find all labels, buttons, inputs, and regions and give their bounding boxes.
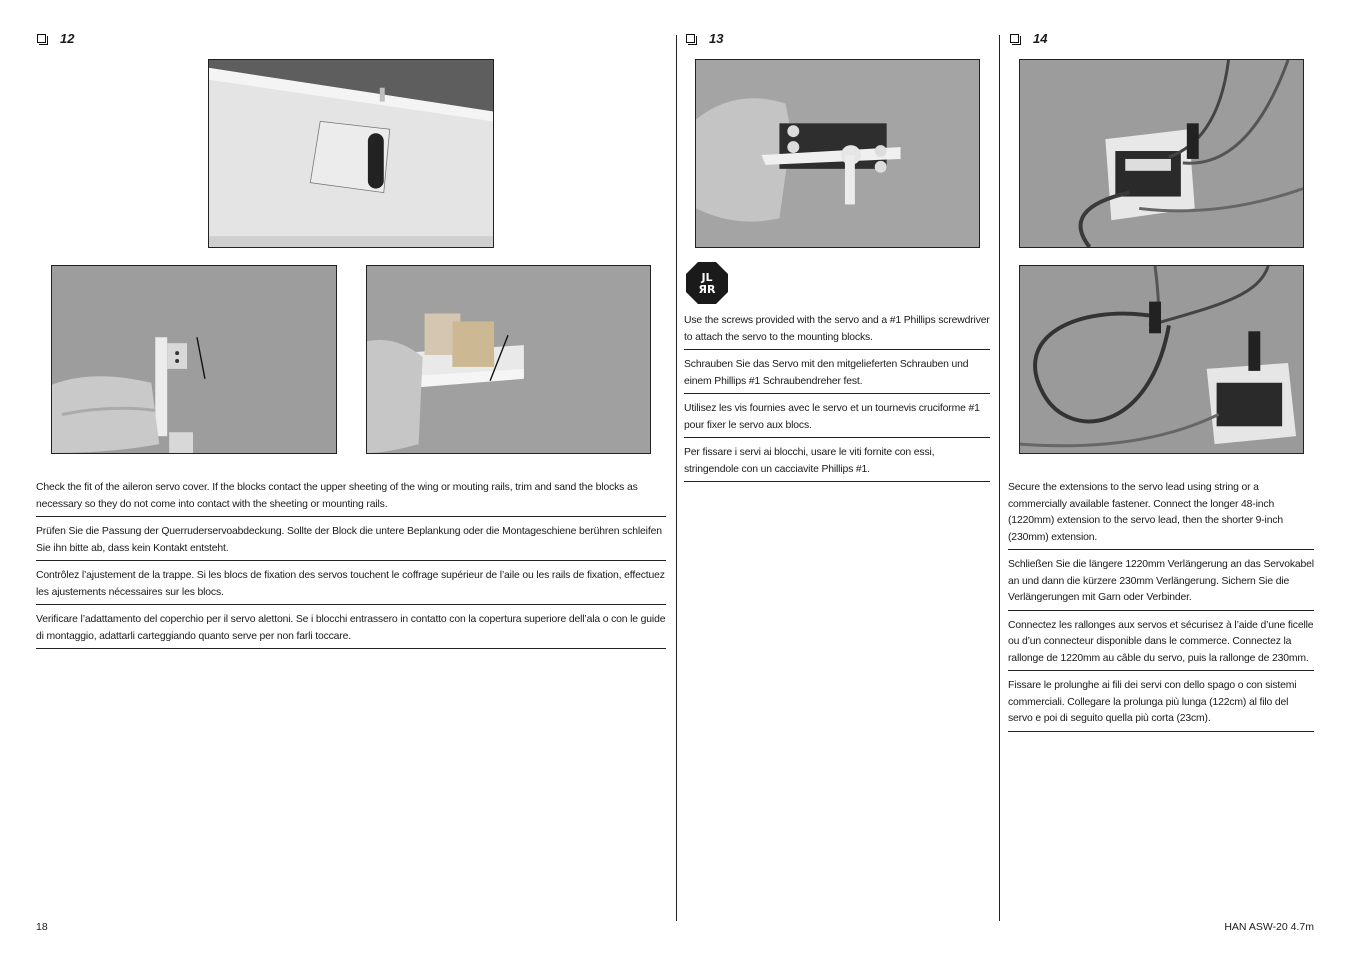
step-14-header	[1010, 31, 1047, 46]
instruction-en: Check the fit of the aileron servo cover. If the blocks contact the upper sheeting of the wing or mouting rails, trim and sand the blocks as necessary so they do not come into contact with the sheeting or mounting rails.	[36, 480, 666, 517]
servo-extension-photo	[1019, 59, 1304, 248]
step-checkbox[interactable]	[1010, 34, 1019, 43]
step-checkbox[interactable]	[37, 34, 46, 43]
svg-text:ЯR: ЯR	[698, 283, 716, 296]
column-divider	[999, 35, 1000, 921]
instruction-fr: Utilisez les vis fournies avec le servo et un tournevis cruciforme #1 pour fixer le servo aux blocs.	[684, 401, 990, 438]
page-number: 18	[36, 921, 48, 933]
step-13-header	[686, 31, 723, 46]
instruction-de: Schrauben Sie das Servo mit den mitgelieferten Schrauben und einem Phillips #1 Schraubendreher fest.	[684, 357, 990, 394]
mounting-block-front-photo	[366, 265, 651, 454]
phillips-screwdriver-icon	[685, 261, 729, 305]
step-12-instructions	[36, 480, 666, 656]
instruction-it: Fissare le prolunghe ai fili dei servi con dello spago o con sistemi commerciali. Collegare la prolunga più lunga (122cm) al filo del servo e poi di seguito quella più corta (23cm).	[1008, 678, 1314, 732]
instruction-fr: Contrôlez l’ajustement de la trappe. Si les blocs de fixation des servos touchent le coffrage supérieur de l’aile ou les rails de fixation, effectuez les ajustements nécessaires sur les blocs.	[36, 568, 666, 605]
step-number: 14	[1033, 31, 1048, 46]
instruction-en: Secure the extensions to the servo lead using string or a commercially available fastener. Connect the longer 48-inch (1220mm) extension to the servo lead, then the shorter 9-inch (230mm) extension.	[1008, 480, 1314, 550]
step-checkbox[interactable]	[686, 34, 695, 43]
step-number: 12	[60, 31, 75, 46]
step-number: 13	[709, 31, 724, 46]
instruction-fr: Connectez les rallonges aux servos et sécurisez à l’aide d’une ficelle ou d’un connecteur disponible dans le commerce. Connectez la rallonge de 1220mm au câble du servo, puis la rallonge de 230mm.	[1008, 618, 1314, 672]
instruction-it: Per fissare i servi ai blocchi, usare le viti fornite con essi, stringendole con un cacciavite Phillips #1.	[684, 445, 990, 482]
instruction-en: Use the screws provided with the servo and a #1 Phillips screwdriver to attach the servo to the mounting blocks.	[684, 313, 990, 350]
servo-lead-extensions-photo	[1019, 265, 1304, 454]
column-divider	[676, 35, 677, 921]
step-14-instructions	[1008, 480, 1314, 739]
step-13-instructions	[684, 313, 990, 489]
mounting-block-side-photo	[51, 265, 337, 454]
svg-text:JL: JL	[701, 271, 713, 284]
wing-servo-cover-photo	[208, 59, 494, 248]
instruction-de: Prüfen Sie die Passung der Querruderservoabdeckung. Sollte der Block die untere Beplankung oder die Montageschiene berühren schleifen Sie ihn bitte ab, dass kein Kontakt entsteht.	[36, 524, 666, 561]
servo-mounting-photo	[695, 59, 980, 248]
instruction-de: Schließen Sie die längere 1220mm Verlängerung an das Servokabel an und dann die kürzere 230mm Verlängerung. Sichern Sie die Verlängerungen mit Garn oder Verbinder.	[1008, 557, 1314, 611]
manual-title: HAN ASW-20 4.7m	[1224, 921, 1314, 933]
step-12-header	[37, 31, 74, 46]
instruction-it: Verificare l’adattamento del coperchio per il servo alettoni. Se i blocchi entrassero in contatto con la copertura superiore dell’ala o con le guide di montaggio, adattarli carteggiando quanto serve per non farli toccare.	[36, 612, 666, 649]
